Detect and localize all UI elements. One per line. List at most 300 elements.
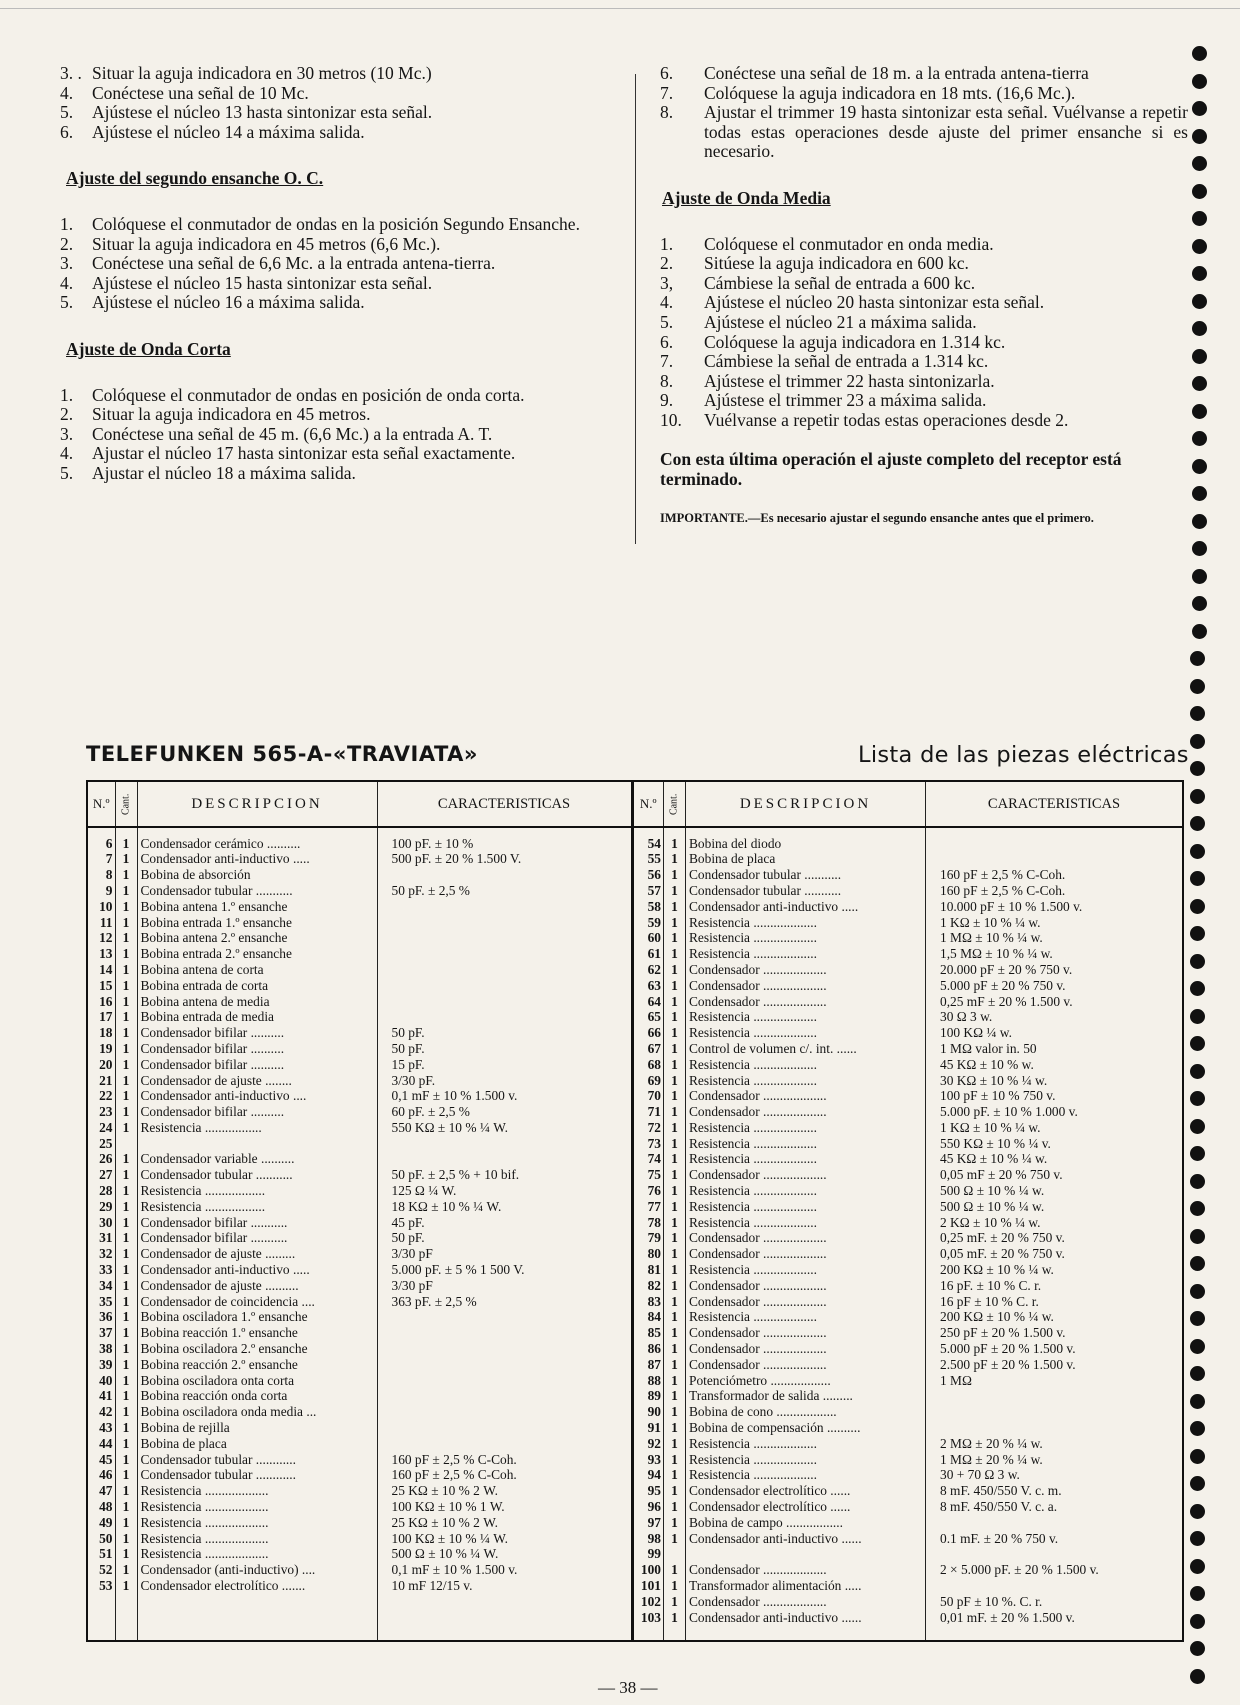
part-quantity: 1 [115, 1531, 137, 1547]
part-characteristics: 100 KΩ ± 10 % 1 W. [391, 1499, 505, 1515]
part-number: 6 [88, 827, 115, 852]
part-number: 28 [88, 1184, 115, 1200]
table-row [88, 1547, 632, 1563]
part-quantity: 1 [664, 1594, 686, 1610]
step-text: Ajustar el núcleo 18 a máxima salida. [92, 462, 356, 483]
step-number: 4. [60, 443, 74, 464]
part-number: 34 [88, 1278, 115, 1294]
part-description: Condensador ................... [686, 1357, 926, 1373]
part-characteristics [926, 852, 1183, 868]
part-characteristics: 1 MΩ valor in. 50 [940, 1041, 1037, 1056]
table-row [88, 931, 632, 947]
part-quantity: 1 [664, 827, 686, 852]
part-characteristics: 8 mF. 450/550 V. c. a. [940, 1499, 1058, 1515]
part-characteristics: 0,25 mF ± 20 % 1.500 v. [940, 993, 1073, 1009]
part-number: 54 [634, 827, 664, 852]
part-number: 90 [634, 1405, 664, 1421]
part-characteristics [926, 1420, 1183, 1436]
binding-hole [1190, 899, 1205, 914]
step-text: Colóquese la aguja indicadora en 1.314 kc. [704, 331, 1006, 352]
table-row [88, 962, 632, 978]
part-characteristics [377, 899, 632, 915]
part-number: 82 [634, 1278, 664, 1294]
part-characteristics: 3/30 pF [391, 1246, 433, 1262]
part-characteristics: 125 Ω ¼ W. [391, 1183, 457, 1199]
part-description [137, 1136, 377, 1152]
step-number: 7. [660, 351, 674, 372]
part-description: Resistencia ................... [686, 931, 926, 947]
step-text: Ajustar el núcleo 17 hasta sintonizar esta señal exactamente. [92, 443, 516, 464]
part-characteristics: 10.000 pF ± 10 % 1.500 v. [940, 899, 1083, 914]
part-characteristics: 60 pF. ± 2,5 % [391, 1104, 470, 1120]
binding-hole [1192, 239, 1207, 254]
binding-hole [1192, 101, 1207, 116]
part-number: 15 [88, 978, 115, 994]
part-quantity: 1 [664, 1310, 686, 1326]
step-text: Conéctese una señal de 18 m. a la entrada antena-tierra [704, 63, 1089, 83]
part-quantity: 1 [115, 1484, 137, 1500]
part-number: 69 [634, 1073, 664, 1089]
header-qty: Cant. [664, 782, 686, 827]
part-characteristics: 45 KΩ ± 10 % w. [940, 1057, 1034, 1072]
part-number: 38 [88, 1342, 115, 1358]
part-description: Condensador ................... [686, 1105, 926, 1121]
step-item [60, 103, 620, 123]
table-row [634, 1278, 1183, 1294]
table-row [634, 962, 1183, 978]
part-characteristics [926, 1515, 1183, 1531]
table-row [88, 1215, 632, 1231]
table-row [634, 1294, 1183, 1310]
table-row [634, 1531, 1183, 1547]
part-quantity: 1 [664, 1610, 686, 1626]
part-characteristics [377, 1373, 632, 1389]
part-characteristics: 250 pF ± 20 % 1.500 v. [940, 1325, 1066, 1341]
part-number: 16 [88, 994, 115, 1010]
part-number: 85 [634, 1326, 664, 1342]
part-quantity: 1 [115, 1278, 137, 1294]
header-qty: Cant. [115, 782, 137, 827]
step-text: Conéctese una señal de 10 Mc. [92, 82, 309, 103]
binding-hole [1190, 1311, 1205, 1326]
part-description: Bobina antena de corta [137, 962, 377, 978]
table-row [634, 1231, 1183, 1247]
table-row [88, 1484, 632, 1500]
step-item [660, 254, 1188, 274]
step-text: Ajústese el núcleo 21 a máxima salida. [704, 311, 977, 332]
table-row [634, 1136, 1183, 1152]
table-row [88, 1010, 632, 1026]
step-item [60, 254, 620, 274]
part-number: 44 [88, 1436, 115, 1452]
part-quantity: 1 [664, 1120, 686, 1136]
part-number: 61 [634, 947, 664, 963]
binding-hole [1190, 1504, 1205, 1519]
part-quantity: 1 [664, 1357, 686, 1373]
part-quantity: 1 [664, 1452, 686, 1468]
part-number: 57 [634, 883, 664, 899]
step-list [60, 386, 620, 484]
part-characteristics [377, 994, 632, 1010]
binding-hole [1190, 1449, 1205, 1464]
part-quantity: 1 [664, 978, 686, 994]
step-text: Colóquese el conmutador de ondas en la posición Segundo Ensanche. [92, 213, 580, 234]
table-row [88, 1342, 632, 1358]
part-number: 73 [634, 1136, 664, 1152]
part-description: Bobina entrada de corta [137, 978, 377, 994]
part-number: 80 [634, 1247, 664, 1263]
table-row [634, 1215, 1183, 1231]
part-characteristics: 100 KΩ ± 10 % ¼ W. [391, 1531, 508, 1546]
table-row [88, 1420, 632, 1436]
part-quantity: 1 [115, 1089, 137, 1105]
table-row [634, 1310, 1183, 1326]
table-row [634, 1610, 1183, 1626]
part-characteristics: 160 pF ± 2,5 % C-Coh. [391, 1452, 517, 1467]
step-number: 2. [60, 233, 74, 254]
part-characteristics: 30 Ω 3 w. [940, 1009, 993, 1025]
part-characteristics: 5.000 pF. ± 10 % 1.000 v. [940, 1104, 1078, 1120]
step-number: 3. [60, 253, 74, 274]
step-number: 9. [660, 390, 674, 411]
part-characteristics: 2.500 pF ± 20 % 1.500 v. [940, 1357, 1076, 1372]
part-description: Resistencia ................... [686, 1184, 926, 1200]
table-row [88, 1120, 632, 1136]
step-number: 10. [660, 409, 682, 430]
part-quantity: 1 [115, 1120, 137, 1136]
step-item [660, 333, 1188, 353]
part-characteristics: 30 + 70 Ω 3 w. [940, 1467, 1020, 1483]
part-description: Resistencia ................... [686, 1010, 926, 1026]
part-quantity: 1 [115, 1199, 137, 1215]
step-text: Situar la aguja indicadora en 30 metros (10 Mc.) [92, 63, 432, 83]
part-characteristics: 200 KΩ ± 10 % ¼ w. [940, 1309, 1054, 1325]
part-description: Condensador variable .......... [137, 1152, 377, 1168]
part-quantity: 1 [664, 1531, 686, 1547]
part-characteristics: 25 KΩ ± 10 % 2 W. [391, 1515, 498, 1530]
part-number: 84 [634, 1310, 664, 1326]
part-characteristics [377, 1010, 632, 1026]
part-number: 40 [88, 1373, 115, 1389]
binding-hole [1192, 514, 1207, 529]
part-description: Condensador ................... [686, 1089, 926, 1105]
part-number: 41 [88, 1389, 115, 1405]
part-characteristics: 10 mF 12/15 v. [391, 1578, 473, 1593]
part-number: 47 [88, 1484, 115, 1500]
header-description: DESCRIPCION [137, 782, 377, 827]
table-row [634, 1073, 1183, 1089]
step-list [660, 64, 1188, 162]
part-characteristics: 25 KΩ ± 10 % 2 W. [391, 1483, 498, 1499]
part-characteristics: 500 Ω ± 10 % ¼ w. [940, 1199, 1045, 1214]
table-row [634, 1184, 1183, 1200]
part-description: Bobina de placa [686, 852, 926, 868]
part-number: 83 [634, 1294, 664, 1310]
part-characteristics [926, 827, 1183, 852]
table-row [634, 1357, 1183, 1373]
part-characteristics: 5.000 pF ± 20 % 750 v. [940, 978, 1066, 993]
important-text: Es necesario ajustar el segundo ensanche antes que el primero. [760, 510, 1094, 525]
important-note [660, 511, 1188, 526]
binding-hole [1190, 1614, 1205, 1629]
part-quantity: 1 [664, 994, 686, 1010]
part-quantity: 1 [115, 1515, 137, 1531]
part-description: Bobina de absorción [137, 868, 377, 884]
binding-hole [1190, 1476, 1205, 1491]
part-quantity: 1 [115, 1010, 137, 1026]
part-quantity: 1 [664, 1247, 686, 1263]
part-number: 31 [88, 1231, 115, 1247]
table-row [634, 1468, 1183, 1484]
part-description: Resistencia ................... [686, 915, 926, 931]
part-description: Condensador de coincidencia .... [137, 1294, 377, 1310]
step-item [60, 386, 620, 406]
part-quantity: 1 [664, 868, 686, 884]
part-quantity: 1 [115, 1468, 137, 1484]
part-description: Bobina osciladora 2.º ensanche [137, 1342, 377, 1358]
part-quantity: 1 [115, 1310, 137, 1326]
part-characteristics [377, 1326, 632, 1342]
part-description: Bobina de cono .................. [686, 1405, 926, 1421]
part-number: 88 [634, 1373, 664, 1389]
part-description: Resistencia ................... [137, 1531, 377, 1547]
part-description: Resistencia ................... [137, 1547, 377, 1563]
part-quantity: 1 [115, 1041, 137, 1057]
step-item [60, 444, 620, 464]
table-row [634, 1152, 1183, 1168]
part-description: Condensador ................... [686, 1294, 926, 1310]
step-text: Ajústese el núcleo 13 hasta sintonizar esta señal. [92, 102, 433, 123]
table-row [88, 868, 632, 884]
table-row [634, 978, 1183, 994]
part-number: 94 [634, 1468, 664, 1484]
part-number: 32 [88, 1247, 115, 1263]
step-text: Cámbiese la señal de entrada a 1.314 kc. [704, 351, 989, 372]
header-description: DESCRIPCION [686, 782, 926, 827]
part-characteristics [377, 1420, 632, 1436]
part-characteristics: 100 pF. ± 10 % [391, 835, 474, 851]
step-item [660, 103, 1188, 162]
part-quantity: 1 [664, 1373, 686, 1389]
table-row [88, 994, 632, 1010]
table-row [634, 1373, 1183, 1389]
part-characteristics [377, 1357, 632, 1373]
step-item [60, 84, 620, 104]
part-description: Resistencia ................... [686, 1310, 926, 1326]
part-quantity [664, 1547, 686, 1563]
part-quantity: 1 [664, 962, 686, 978]
part-quantity: 1 [664, 1231, 686, 1247]
part-quantity: 1 [664, 1168, 686, 1184]
part-quantity: 1 [115, 1263, 137, 1279]
part-number: 11 [88, 915, 115, 931]
part-description: Bobina de rejilla [137, 1420, 377, 1436]
table-row [634, 1247, 1183, 1263]
binding-hole [1190, 651, 1205, 666]
part-characteristics: 500 pF. ± 20 % 1.500 V. [391, 851, 522, 867]
part-number: 64 [634, 994, 664, 1010]
part-description: Condensador de ajuste .......... [137, 1278, 377, 1294]
right-instructions [660, 64, 1188, 526]
part-characteristics: 1 MΩ [940, 1373, 972, 1388]
part-characteristics: 1,5 MΩ ± 10 % ¼ w. [940, 946, 1053, 962]
part-description: Condensador electrolítico ....... [137, 1578, 377, 1594]
step-text: Ajústese el núcleo 16 a máxima salida. [92, 292, 365, 313]
step-number: 5. [60, 102, 74, 123]
table-row [88, 883, 632, 899]
table-row [88, 1136, 632, 1152]
part-description: Condensador anti-inductivo ..... [137, 1263, 377, 1279]
part-quantity: 1 [115, 1247, 137, 1263]
table-row [88, 1515, 632, 1531]
part-characteristics: 100 KΩ ¼ w. [940, 1025, 1012, 1041]
part-number: 42 [88, 1405, 115, 1421]
part-quantity: 1 [115, 852, 137, 868]
binding-hole [1190, 816, 1205, 831]
table-row [88, 1152, 632, 1168]
part-number: 19 [88, 1041, 115, 1057]
binding-hole [1192, 486, 1207, 501]
step-item [60, 274, 620, 294]
table-row [88, 1231, 632, 1247]
part-characteristics: 50 pF. [391, 1025, 425, 1041]
part-description: Resistencia ................... [686, 1215, 926, 1231]
part-characteristics [377, 1152, 632, 1168]
part-description: Condensador ................... [686, 1563, 926, 1579]
part-characteristics: 1 MΩ ± 20 % ¼ w. [940, 1452, 1043, 1467]
table-row [634, 1484, 1183, 1500]
part-quantity: 1 [115, 978, 137, 994]
table-row [634, 1263, 1183, 1279]
part-characteristics [926, 1389, 1183, 1405]
part-characteristics: 0,1 mF ± 10 % 1.500 v. [391, 1562, 518, 1578]
part-quantity: 1 [664, 1294, 686, 1310]
part-characteristics: 500 Ω ± 10 % ¼ W. [391, 1546, 499, 1562]
part-number: 46 [88, 1468, 115, 1484]
part-quantity: 1 [115, 1057, 137, 1073]
step-text: Ajústese el núcleo 14 a máxima salida. [92, 121, 365, 142]
binding-hole [1190, 679, 1205, 694]
part-quantity: 1 [664, 1420, 686, 1436]
part-quantity: 1 [664, 883, 686, 899]
step-text: Situar la aguja indicadora en 45 metros (6,6 Mc.). [92, 233, 441, 254]
part-characteristics: 2 × 5.000 pF. ± 20 % 1.500 v. [940, 1562, 1099, 1578]
table-row [634, 947, 1183, 963]
table-row [634, 1199, 1183, 1215]
part-characteristics: 1 KΩ ± 10 % ¼ w. [940, 1120, 1041, 1135]
step-number: 1. [60, 213, 74, 234]
table-header [634, 782, 1183, 827]
table-row [634, 1057, 1183, 1073]
part-characteristics: 16 pF. ± 10 % C. r. [940, 1278, 1042, 1293]
table-row [634, 1089, 1183, 1105]
parts-table-left [88, 782, 634, 1640]
step-text: Ajústese el trimmer 22 hasta sintonizarla. [704, 370, 995, 391]
table-row [634, 1326, 1183, 1342]
part-quantity: 1 [664, 1026, 686, 1042]
part-characteristics: 50 pF ± 10 %. C. r. [940, 1594, 1043, 1609]
part-description: Condensador (anti-inductivo) .... [137, 1563, 377, 1579]
part-quantity: 1 [664, 899, 686, 915]
binding-hole [1192, 596, 1207, 611]
table-row [88, 1326, 632, 1342]
step-number: 3. [60, 423, 74, 444]
step-text: Ajústese el trimmer 23 a máxima salida. [704, 390, 987, 411]
part-characteristics [377, 1389, 632, 1405]
table-row [88, 1199, 632, 1215]
part-description: Resistencia ................. [137, 1120, 377, 1136]
step-item [60, 405, 620, 425]
step-item [60, 293, 620, 313]
part-number: 95 [634, 1484, 664, 1500]
part-characteristics: 45 pF. [391, 1215, 425, 1230]
part-description: Resistencia ................... [686, 1136, 926, 1152]
part-number: 10 [88, 899, 115, 915]
part-quantity: 1 [664, 1326, 686, 1342]
part-description: Bobina antena de media [137, 994, 377, 1010]
part-number: 75 [634, 1168, 664, 1184]
table-row [634, 1499, 1183, 1515]
table-row [88, 1057, 632, 1073]
part-description: Resistencia ................... [686, 1073, 926, 1089]
table-row [88, 1278, 632, 1294]
part-number: 55 [634, 852, 664, 868]
binding-hole [1190, 1119, 1205, 1134]
part-description: Condensador bifilar ........... [137, 1215, 377, 1231]
binding-hole [1190, 1669, 1205, 1684]
part-description: Condensador anti-inductivo ...... [686, 1531, 926, 1547]
part-description: Bobina entrada 2.º ensanche [137, 947, 377, 963]
part-number: 26 [88, 1152, 115, 1168]
part-number: 59 [634, 915, 664, 931]
part-quantity: 1 [115, 1578, 137, 1594]
part-quantity: 1 [115, 1294, 137, 1310]
part-quantity: 1 [664, 1263, 686, 1279]
table-filler [88, 1594, 632, 1640]
part-number: 25 [88, 1136, 115, 1152]
step-number: 1. [660, 233, 674, 254]
part-description: Condensador anti-inductivo ..... [686, 899, 926, 915]
binding-hole [1190, 1036, 1205, 1051]
step-text: Conéctese una señal de 6,6 Mc. a la entrada antena-tierra. [92, 253, 496, 274]
part-characteristics: 50 pF. ± 2,5 % [391, 883, 470, 898]
step-number: 6. [660, 63, 674, 83]
table-row [634, 1041, 1183, 1057]
part-quantity: 1 [115, 1452, 137, 1468]
binding-hole [1190, 844, 1205, 859]
table-row [634, 1515, 1183, 1531]
part-number: 99 [634, 1547, 664, 1563]
part-description: Condensador electrolítico ...... [686, 1499, 926, 1515]
binding-hole [1190, 706, 1205, 721]
part-characteristics [377, 1405, 632, 1421]
part-description: Bobina de campo ................. [686, 1515, 926, 1531]
part-characteristics [377, 947, 632, 963]
part-number: 17 [88, 1010, 115, 1026]
table-row [88, 947, 632, 963]
part-number: 89 [634, 1389, 664, 1405]
part-quantity: 1 [664, 1436, 686, 1452]
part-number: 36 [88, 1310, 115, 1326]
part-characteristics: 2 MΩ ± 20 % ¼ w. [940, 1436, 1043, 1451]
step-number: 5. [60, 292, 74, 313]
step-number: 4. [60, 272, 74, 293]
binding-hole [1190, 789, 1205, 804]
step-number: 5. [660, 311, 674, 332]
table-row [88, 1436, 632, 1452]
binding-holes [1186, 38, 1212, 1698]
part-description: Resistencia ................... [686, 1152, 926, 1168]
